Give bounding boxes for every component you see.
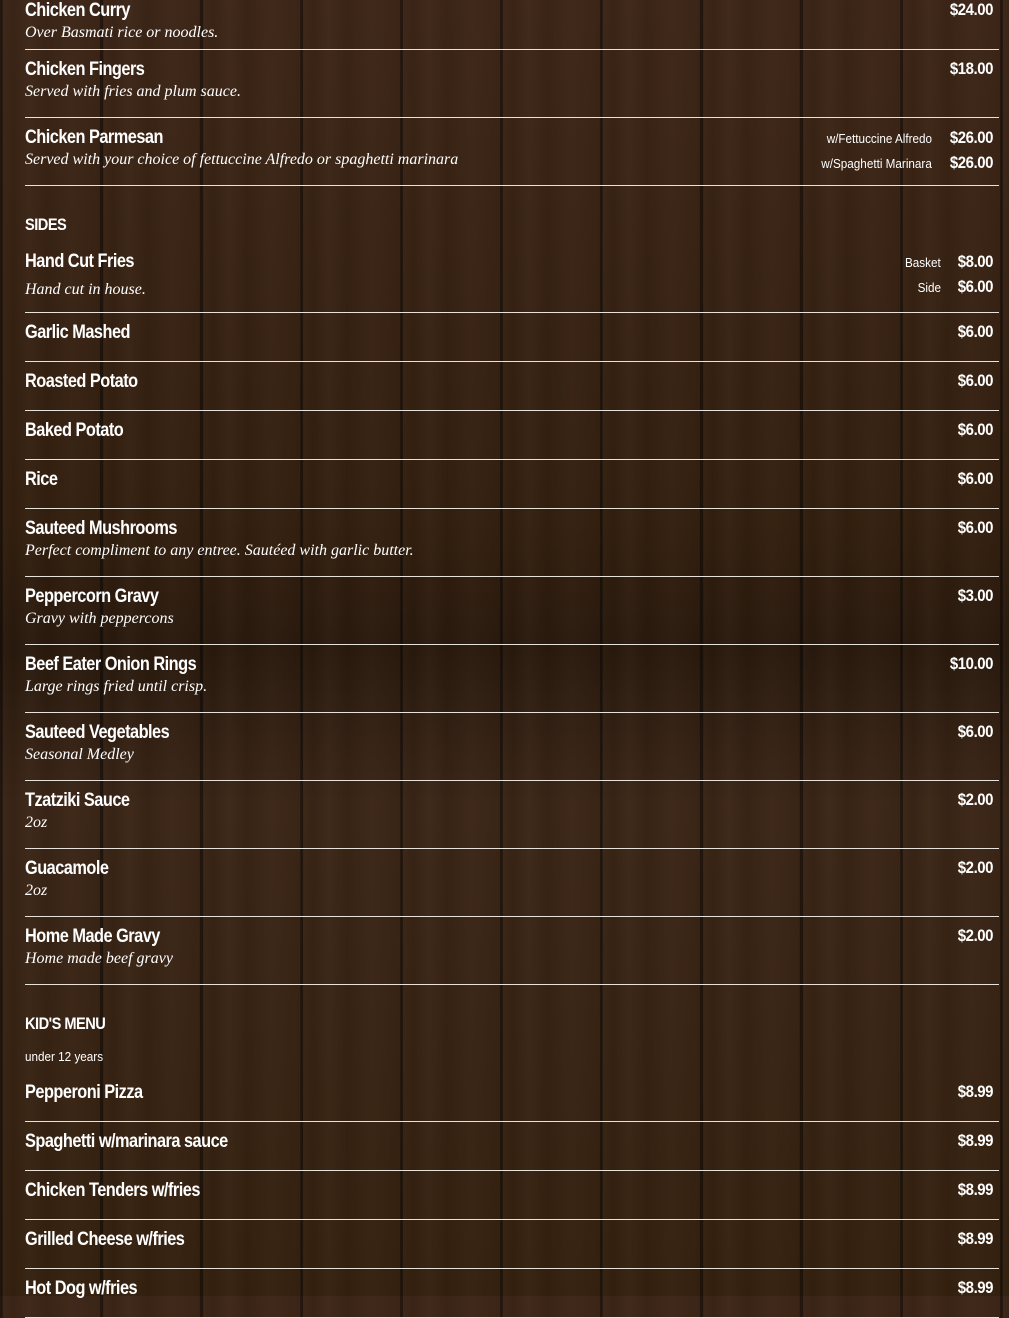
item-description: 2oz: [25, 814, 48, 831]
item-price: $10.00: [949, 654, 993, 673]
option-price: $6.00: [957, 277, 993, 296]
item-description: Home made beef gravy: [25, 950, 173, 967]
section-header-kids: [25, 985, 999, 1064]
item-name: Home Made Gravy: [25, 926, 160, 947]
item-price: $3.00: [957, 586, 993, 605]
menu-item: [25, 713, 999, 781]
item-name: Chicken Parmesan: [25, 127, 163, 148]
item-description: Large rings fried until crisp.: [25, 678, 208, 695]
item-price: $6.00: [957, 469, 993, 488]
menu-list: [25, 0, 999, 1318]
item-name: Spaghetti w/marinara sauce: [25, 1131, 228, 1152]
price-option: [901, 252, 993, 272]
menu-item: [25, 1122, 999, 1171]
option-price: $8.00: [957, 252, 993, 271]
section-subtitle: under 12 years: [25, 1049, 104, 1064]
menu-item: [25, 1269, 999, 1318]
menu-item: [25, 251, 999, 313]
menu-item: [25, 362, 999, 411]
item-price: $2.00: [957, 858, 993, 877]
item-name: Roasted Potato: [25, 371, 138, 392]
item-name: Tzatziki Sauce: [25, 790, 130, 811]
item-name: Baked Potato: [25, 420, 124, 441]
menu-item: [25, 509, 999, 577]
menu-item: [25, 118, 999, 186]
item-price: $6.00: [957, 722, 993, 741]
item-price: $6.00: [957, 518, 993, 537]
item-name: Hot Dog w/fries: [25, 1278, 138, 1299]
item-name: Sauteed Mushrooms: [25, 518, 177, 539]
item-price: $8.99: [957, 1229, 993, 1248]
menu-item: [25, 645, 999, 713]
item-price: $8.99: [957, 1278, 993, 1297]
item-description: Gravy with peppercons: [25, 610, 174, 627]
menu-item: [25, 460, 999, 509]
section-header-sides: [25, 186, 999, 261]
menu-item: [25, 917, 999, 985]
menu-item: [25, 50, 999, 118]
menu-item: [25, 1073, 999, 1122]
item-price: $2.00: [957, 790, 993, 809]
item-name: Beef Eater Onion Rings: [25, 654, 197, 675]
item-price: $6.00: [957, 420, 993, 439]
item-name: Pepperoni Pizza: [25, 1082, 143, 1103]
item-name: Garlic Mashed: [25, 322, 131, 343]
item-description: Seasonal Medley: [25, 746, 134, 763]
item-name: Chicken Tenders w/fries: [25, 1180, 200, 1201]
item-description: Perfect compliment to any entree. Sautéed with garlic butter.: [25, 542, 414, 559]
item-description: Over Basmati rice or noodles.: [25, 24, 219, 41]
section-title: SIDES: [25, 215, 67, 234]
item-price: $8.99: [957, 1180, 993, 1199]
item-price: $8.99: [957, 1131, 993, 1150]
item-description: Served with fries and plum sauce.: [25, 83, 241, 100]
item-price: $18.00: [949, 59, 993, 78]
item-name: Sauteed Vegetables: [25, 722, 170, 743]
item-name: Guacamole: [25, 858, 109, 879]
menu-item: [25, 1220, 999, 1269]
item-name: Hand Cut Fries: [25, 251, 134, 272]
price-option: [809, 153, 993, 173]
price-option: [815, 128, 993, 148]
item-price: $2.00: [957, 926, 993, 945]
menu-item: [25, 849, 999, 917]
item-name: Grilled Cheese w/fries: [25, 1229, 185, 1250]
option-label: Basket: [905, 255, 941, 270]
item-description: Served with your choice of fettuccine Alfredo or spaghetti marinara: [25, 151, 459, 168]
option-price: $26.00: [949, 128, 993, 147]
menu-item: [25, 411, 999, 460]
item-name: Peppercorn Gravy: [25, 586, 159, 607]
item-name: Chicken Curry: [25, 0, 130, 21]
item-description: 2oz: [25, 882, 48, 899]
item-name: Rice: [25, 469, 58, 490]
option-price: $26.00: [949, 153, 993, 172]
menu-item: [25, 0, 999, 50]
option-label: w/Spaghetti Marinara: [821, 156, 932, 171]
menu-item: [25, 781, 999, 849]
menu-item: [25, 577, 999, 645]
option-label: Side: [917, 280, 941, 295]
menu-item: [25, 1171, 999, 1220]
item-description: Hand cut in house.: [25, 281, 146, 298]
item-price: $8.99: [957, 1082, 993, 1101]
option-label: w/Fettuccine Alfredo: [826, 131, 932, 146]
section-title: KID'S MENU: [25, 1014, 106, 1033]
item-price: $6.00: [957, 371, 993, 390]
price-option: [915, 277, 993, 297]
item-price: $6.00: [957, 322, 993, 341]
item-name: Chicken Fingers: [25, 59, 145, 80]
item-price: $24.00: [949, 0, 993, 19]
menu-item: [25, 313, 999, 362]
